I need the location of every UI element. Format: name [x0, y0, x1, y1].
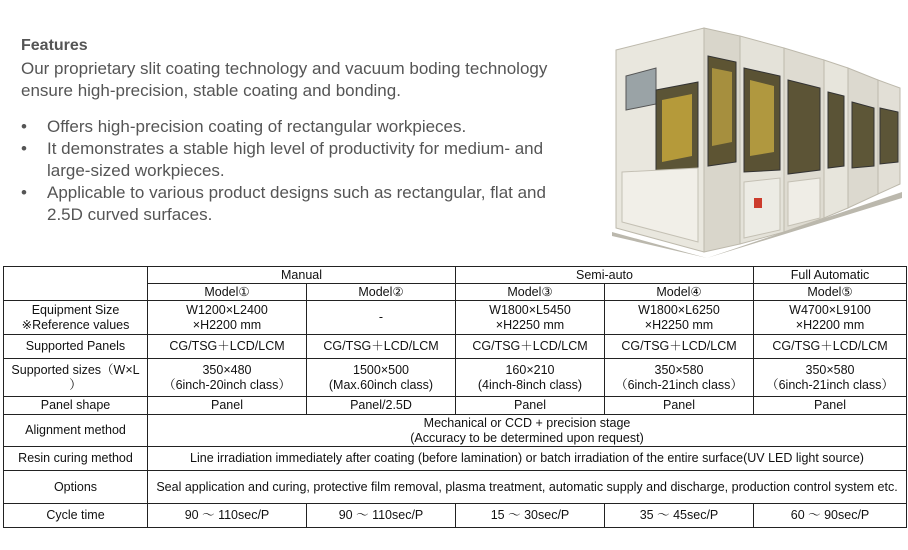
table-cell: Panel: [456, 397, 605, 415]
model-header: Model⑤: [754, 284, 907, 301]
row-label-alignment-method: Alignment method: [4, 415, 148, 447]
model-header: Model②: [307, 284, 456, 301]
spec-table: [3, 266, 907, 528]
table-cell: 1500×500 (Max.60inch class): [307, 359, 456, 397]
row-label-resin-curing-method: Resin curing method: [4, 447, 148, 471]
row-label-cycle-time: Cycle time: [4, 504, 148, 528]
table-cell: Mechanical or CCD + precision stage (Accuracy to be determined upon request): [148, 415, 907, 447]
table-cell: CG/TSG＋LCD/LCM: [456, 335, 605, 359]
table-cell: 160×210 (4inch-8inch class): [456, 359, 605, 397]
bullet-item: [21, 116, 611, 138]
bullet-item: [21, 182, 611, 226]
model-header: Model①: [148, 284, 307, 301]
table-cell: W4700×L9100 ×H2200 mm: [754, 301, 907, 335]
table-cell: CG/TSG＋LCD/LCM: [754, 335, 907, 359]
bullet-dot-icon: •: [21, 139, 27, 158]
table-cell: 90 ～ 110sec/P: [307, 504, 456, 528]
coating-machine-photo: [612, 22, 902, 258]
table-row: [4, 267, 907, 284]
bullet-text: 2.5D curved surfaces.: [47, 205, 213, 224]
row-label-supported-sizes: Supported sizes（W×L ）: [4, 359, 148, 397]
table-cell: Panel: [148, 397, 307, 415]
bullet-item: [21, 138, 611, 182]
table-cell: 350×480 （6inch-20inch class）: [148, 359, 307, 397]
table-cell: W1800×L6250 ×H2250 mm: [605, 301, 754, 335]
intro-line: Our proprietary slit coating technology and vacuum boding technology: [21, 59, 548, 78]
table-cell: Line irradiation immediately after coating (before lamination) or batch irradiation of the entire surface(UV LED light source): [148, 447, 907, 471]
bullet-text: Applicable to various product designs such as rectangular, flat and: [47, 183, 546, 202]
group-header-manual: Manual: [148, 267, 456, 284]
table-cell: Panel/2.5D: [307, 397, 456, 415]
table-cell: 350×580 （6inch-21inch class）: [605, 359, 754, 397]
table-row: [4, 397, 907, 415]
table-row: [4, 471, 907, 504]
table-row: [4, 447, 907, 471]
table-corner-cell: [4, 267, 148, 301]
table-cell: Panel: [754, 397, 907, 415]
table-cell: 90 ～ 110sec/P: [148, 504, 307, 528]
table-row: [4, 504, 907, 528]
table-row: [4, 359, 907, 397]
features-heading: Features: [21, 37, 88, 54]
table-cell: CG/TSG＋LCD/LCM: [148, 335, 307, 359]
model-header: Model④: [605, 284, 754, 301]
features-intro: [21, 58, 611, 102]
group-header-full-automatic: Full Automatic: [754, 267, 907, 284]
table-cell: Seal application and curing, protective film removal, plasma treatment, automatic supply and discharge, production control system etc.: [148, 471, 907, 504]
table-row: [4, 335, 907, 359]
row-label-equipment-size: Equipment Size ※Reference values: [4, 301, 148, 335]
bullet-text: It demonstrates a stable high level of productivity for medium- and: [47, 139, 544, 158]
features-bullet-list: [21, 116, 611, 226]
table-cell: 60 ～ 90sec/P: [754, 504, 907, 528]
table-cell: Panel: [605, 397, 754, 415]
bullet-dot-icon: •: [21, 117, 27, 136]
features-section: [21, 36, 611, 226]
table-cell: 350×580 （6inch-21inch class）: [754, 359, 907, 397]
table-cell: 15 ～ 30sec/P: [456, 504, 605, 528]
model-header: Model③: [456, 284, 605, 301]
table-cell: W1200×L2400 ×H2200 mm: [148, 301, 307, 335]
table-cell: CG/TSG＋LCD/LCM: [307, 335, 456, 359]
table-cell: -: [307, 301, 456, 335]
row-label-supported-panels: Supported Panels: [4, 335, 148, 359]
table-cell: W1800×L5450 ×H2250 mm: [456, 301, 605, 335]
row-label-options: Options: [4, 471, 148, 504]
table-row: [4, 301, 907, 335]
bullet-text: Offers high-precision coating of rectangular workpieces.: [47, 117, 467, 136]
table-cell: 35 ～ 45sec/P: [605, 504, 754, 528]
intro-line: ensure high-precision, stable coating and bonding.: [21, 81, 401, 100]
group-header-semi-auto: Semi-auto: [456, 267, 754, 284]
row-label-panel-shape: Panel shape: [4, 397, 148, 415]
bullet-dot-icon: •: [21, 183, 27, 202]
bullet-text: large-sized workpieces.: [47, 161, 225, 180]
table-cell: CG/TSG＋LCD/LCM: [605, 335, 754, 359]
table-row: [4, 415, 907, 447]
